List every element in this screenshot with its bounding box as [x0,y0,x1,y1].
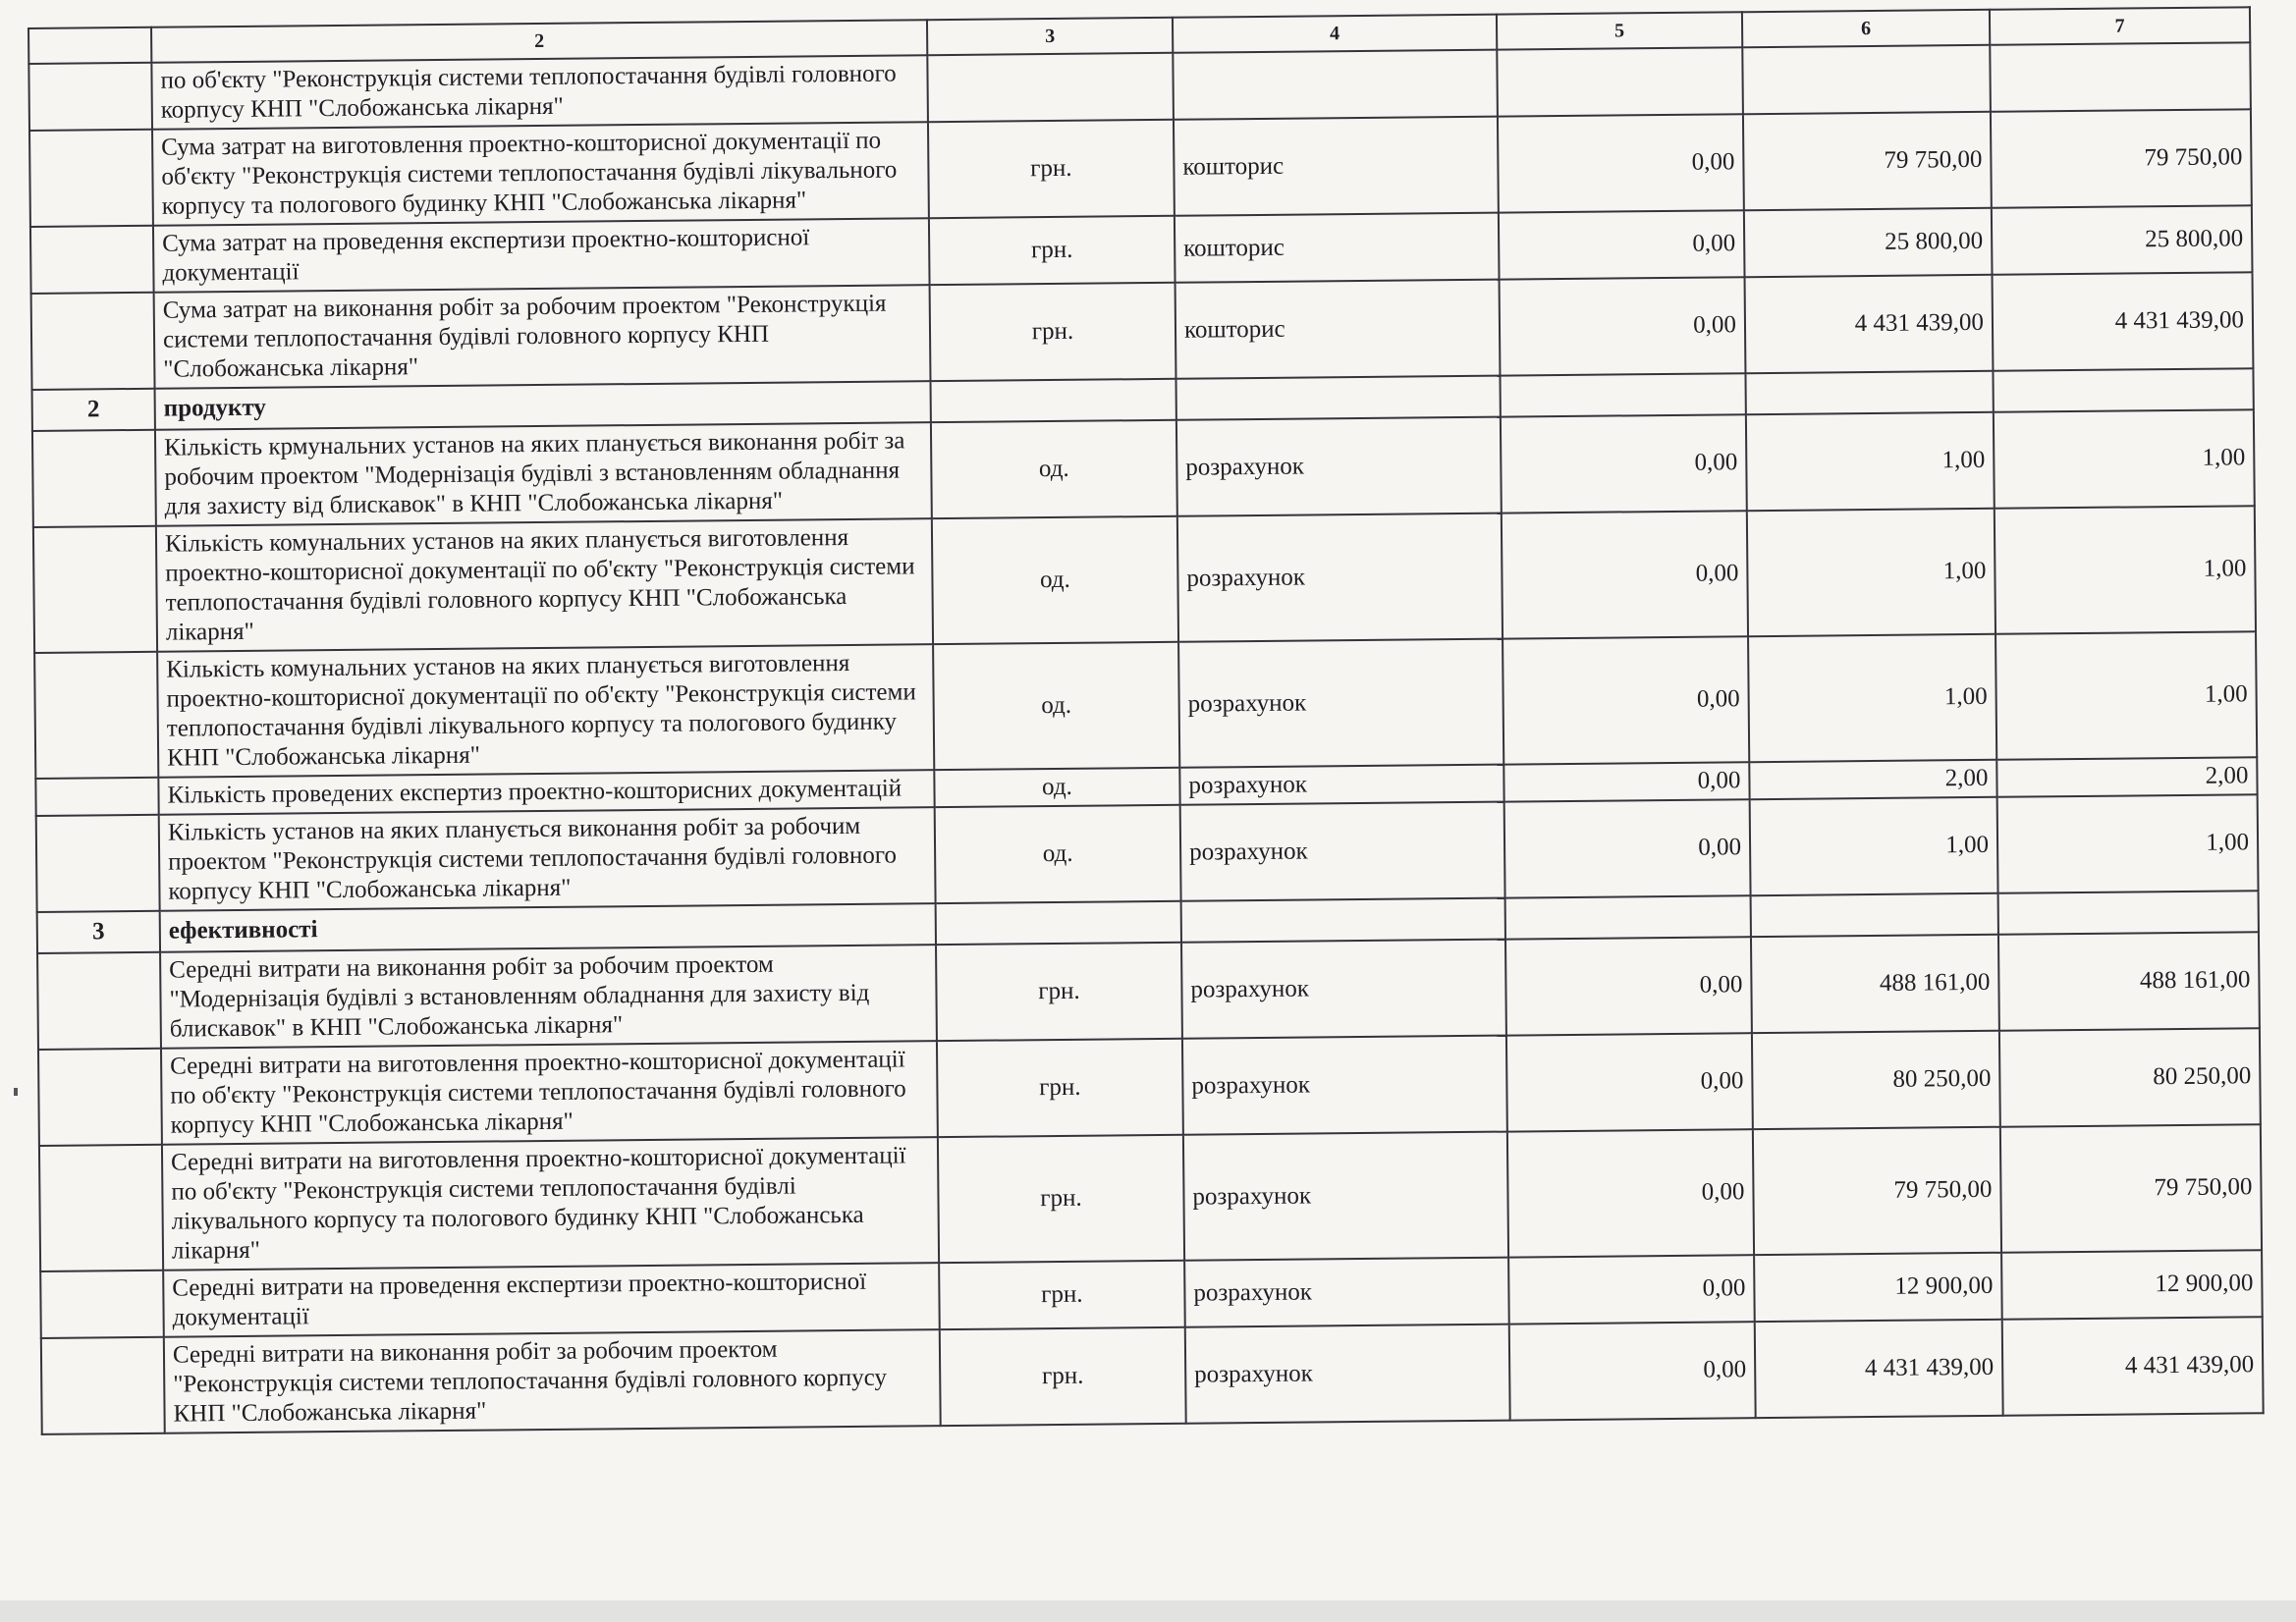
source-cell: розрахунок [1185,1325,1510,1424]
value-col7-cell: 1,00 [1994,409,2255,509]
value-col6-cell: 79 750,00 [1743,112,1992,210]
value-col5-cell: 0,00 [1498,114,1744,212]
section-title: продукту [155,381,931,430]
value-col6-cell: 25 800,00 [1744,208,1993,277]
value-col7-cell: 4 431 439,00 [1993,272,2254,371]
value-col5-cell: 0,00 [1503,636,1749,764]
source-cell: кошторис [1174,117,1499,216]
empty-cell [1181,898,1505,943]
value-col5-cell: 0,00 [1508,1255,1755,1324]
empty-cell [1505,895,1751,939]
source-cell: розрахунок [1181,940,1506,1039]
column-header-6: 6 [1742,10,1990,47]
source-cell: розрахунок [1180,802,1505,901]
unit-cell [927,53,1174,122]
scan-bottom-edge [0,1600,2296,1622]
unit-cell: грн. [938,1135,1184,1263]
unit-cell: од. [931,420,1177,518]
empty-cell [1500,373,1745,416]
empty-cell [930,379,1175,422]
row-number-cell [31,293,155,390]
value-col5-cell [1497,47,1743,116]
row-number-cell [35,778,158,816]
source-cell: розрахунок [1177,514,1503,642]
value-col6-cell: 488 161,00 [1751,935,1999,1033]
indicator-description-cell: Сума затрат на проведення експертизи проектно-кошторисної документації [153,218,930,293]
value-col5-cell: 0,00 [1503,762,1749,801]
indicator-description-cell: Середні витрати на проведення експертизи проектно-кошторисної документації [163,1263,940,1337]
table-row [41,1317,2264,1434]
value-col6-cell: 1,00 [1748,634,1996,762]
value-col6-cell: 4 431 439,00 [1745,275,1994,373]
source-cell [1173,50,1498,120]
unit-cell: од. [935,805,1181,903]
section-number: 2 [32,389,155,431]
value-col5-cell: 0,00 [1504,799,1751,897]
row-number-cell [40,1271,164,1338]
row-number-cell [34,652,158,779]
source-cell: кошторис [1175,213,1500,283]
row-number-cell [28,63,152,131]
value-col5-cell: 0,00 [1501,414,1747,513]
source-cell: розрахунок [1183,1132,1508,1261]
unit-cell: грн. [929,216,1175,285]
value-col7-cell: 2,00 [1996,757,2257,797]
unit-cell: грн. [936,943,1182,1041]
unit-cell: од. [934,768,1179,807]
value-col6-cell: 1,00 [1750,797,1998,895]
indicator-description-cell: Сума затрат на виготовлення проектно-кошторисної документації по об'єкту "Реконструкція системи теплопостачання будівлі лікувального корпусу та пологового будинку КНП "Слобожанська лікарня" [152,122,929,226]
source-cell: розрахунок [1184,1258,1509,1327]
value-col6-cell: 1,00 [1746,412,1995,511]
value-col6-cell: 12 900,00 [1754,1253,2002,1322]
row-number-cell [32,430,156,527]
unit-cell: грн. [940,1327,1186,1426]
value-col5-cell: 0,00 [1499,210,1745,279]
column-header-7: 7 [1990,7,2250,45]
value-col6-cell [1742,45,1991,114]
column-header-3: 3 [927,18,1173,55]
value-col5-cell: 0,00 [1500,277,1746,375]
row-number-cell [37,952,161,1050]
column-header-4: 4 [1173,15,1497,53]
value-col6-cell: 4 431 439,00 [1755,1320,2003,1418]
value-col6-cell: 79 750,00 [1753,1127,2001,1255]
value-col7-cell: 25 800,00 [1992,205,2253,275]
row-number-cell [33,526,157,653]
margin-mark [14,1088,18,1096]
indicator-description-cell: Кількість установ на яких планується виконання робіт за робочим проектом "Реконструкція системи теплопостачання будівлі головного корпусу КНП "Слобожанська лікарня" [159,807,936,911]
value-col5-cell: 0,00 [1506,1033,1753,1131]
column-header-5: 5 [1497,12,1742,49]
column-header-1 [28,27,151,64]
empty-cell [1993,368,2253,412]
value-col7-cell: 80 250,00 [1999,1028,2261,1127]
indicator-description-cell: Сума затрат на виконання робіт за робочим проектом "Реконструкція системи теплопостачання будівлі головного корпусу КНП "Слобожанська лікарня" [154,285,931,389]
unit-cell: грн. [928,120,1175,218]
value-col5-cell: 0,00 [1502,511,1748,638]
source-cell: розрахунок [1182,1036,1507,1135]
row-number-cell [29,130,153,227]
indicator-description-cell: Середні витрати на виконання робіт за робочим проектом "Реконструкція системи теплопостачання будівлі головного корпусу КНП "Слобожанська лікарня" [164,1329,941,1433]
indicator-description-cell: Середні витрати на виготовлення проектно-кошторисної документації по об'єкту "Реконструкція системи теплопостачання будівлі лікувального корпусу та пологового будинку КНП "Слобожанська лікарня" [162,1137,939,1271]
empty-cell [1175,376,1500,420]
unit-cell: грн. [930,283,1176,381]
value-col6-cell: 1,00 [1747,509,1995,636]
table-row [33,506,2256,653]
value-col7-cell: 1,00 [1995,631,2257,760]
budget-indicators-table [27,6,2265,1435]
unit-cell: грн. [937,1039,1183,1137]
value-col5-cell: 0,00 [1507,1129,1754,1257]
table-row [34,631,2257,779]
indicator-description-cell: Середні витрати на виготовлення проектно-кошторисної документації по об'єкту "Реконструкція системи теплопостачання будівлі головного корпусу КНП "Слобожанська лікарня" [161,1041,938,1145]
indicator-description-cell: по об'єкту "Реконструкція системи теплопостачання будівлі головного корпусу КНП "Слобожанська лікарня" [151,55,928,130]
value-col7-cell: 1,00 [1995,506,2256,634]
source-cell: кошторис [1175,280,1501,379]
value-col6-cell: 80 250,00 [1752,1031,2000,1129]
value-col7-cell: 1,00 [1997,794,2259,893]
source-cell: розрахунок [1178,639,1503,768]
table-body [28,7,2264,1434]
indicator-description-cell: Кількість комунальних установ на яких планується виготовлення проектно-кошторисної документації по об'єкту "Реконструкція системи теплопостачання будівлі лікувального корпусу та пологового будинку КНП "Слобожанська лікарня" [157,644,934,778]
source-cell: розрахунок [1176,417,1502,516]
unit-cell: од. [933,642,1179,770]
table-row [39,1124,2262,1271]
value-col7-cell: 12 900,00 [2001,1250,2263,1320]
indicator-description-cell: Кількість комунальних установ на яких планується виготовлення проектно-кошторисної документації по об'єкту "Реконструкція системи теплопостачання будівлі головного корпусу КНП "Слобожанська лікарня" [156,518,933,652]
row-number-cell [36,815,160,912]
indicator-description-cell: Середні витрати на виконання робіт за робочим проектом "Модернізація будівлі з встановленням обладнання для захисту від блискавок" в КНП "Слобожанська лікарня" [160,945,937,1049]
value-col5-cell: 0,00 [1509,1322,1756,1420]
value-col7-cell [1990,42,2251,112]
section-title: ефективності [160,903,936,952]
value-col5-cell: 0,00 [1505,937,1752,1035]
indicator-description-cell: Кількість проведених експертиз проектно-кошторисних документацій [158,770,934,815]
value-col6-cell: 2,00 [1749,760,1996,799]
row-number-cell [39,1145,163,1271]
row-number-cell [38,1049,162,1146]
section-number: 3 [37,911,160,953]
empty-cell [1751,893,1998,937]
unit-cell: грн. [939,1261,1185,1329]
value-col7-cell: 79 750,00 [1991,109,2252,208]
empty-cell [1998,891,2259,935]
unit-cell: од. [932,516,1178,644]
value-col7-cell: 4 431 439,00 [2002,1317,2264,1416]
row-number-cell [41,1337,165,1434]
row-number-cell [30,226,154,294]
empty-cell [1745,371,1993,414]
value-col7-cell: 488 161,00 [1998,932,2260,1031]
column-header-2: 2 [151,20,927,63]
value-col7-cell: 79 750,00 [2000,1124,2262,1253]
indicator-description-cell: Кількість крмунальних установ на яких планується виконання робіт за робочим проектом "Модернізація будівлі з встановленням обладнання для захисту від блискавок" в КНП "Слобожанська лікарня" [155,422,932,526]
empty-cell [936,901,1181,945]
source-cell: розрахунок [1179,765,1503,805]
